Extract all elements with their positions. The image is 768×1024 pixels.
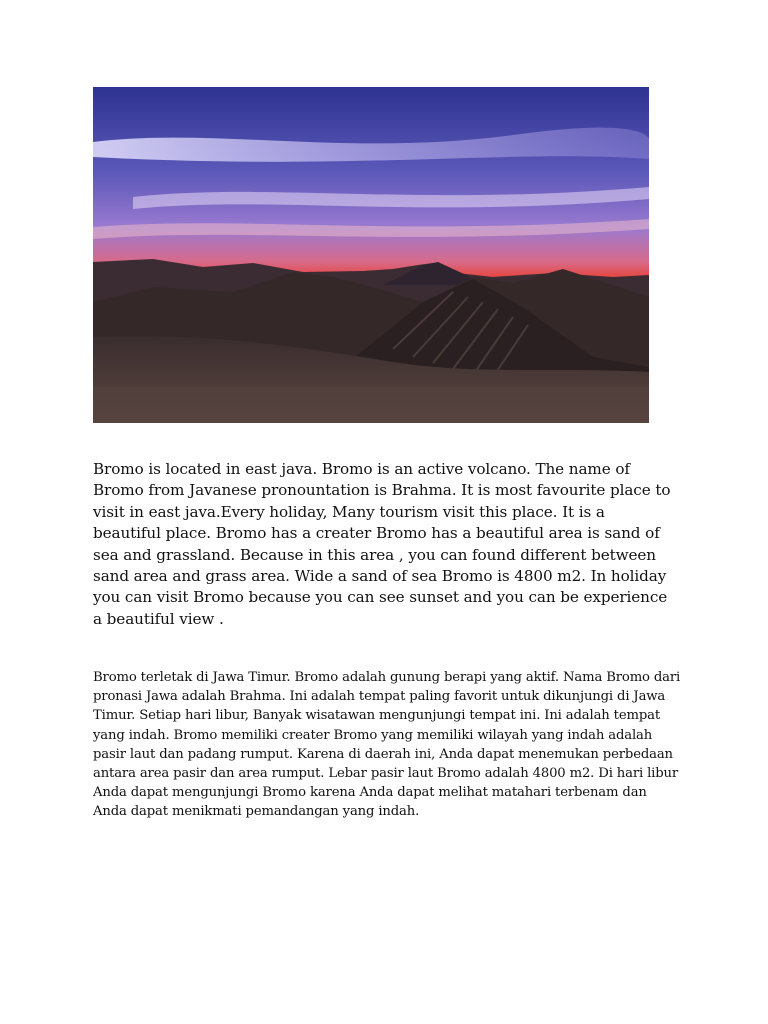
paragraph-english: Bromo is located in east java. Bromo is an active volcano. The name of Bromo from Javanese pronountation is Brahma. It is most favourite place to visit in east java.Every holiday, Many tourism visit this place. It is a beautiful place. Bromo has a creater Bromo has a beautiful area is sand of sea and grassland. Because in this area , you can found different between sand area and grass area. Wide a sand of sea Bromo is 4800 m2. In holiday you can visit Bromo because you can see sunset and you can be experience a beautiful view . — [93, 460, 671, 628]
foreground — [93, 387, 649, 423]
volcano-photo — [93, 87, 649, 423]
volcano-landscape-image — [93, 87, 649, 423]
paragraph-indonesian: Bromo terletak di Jawa Timur. Bromo adalah gunung berapi yang aktif. Nama Bromo dari pronasi Jawa adalah Brahma. Ini adalah tempat paling favorit untuk dikunjungi di Jawa Timur. Setiap hari libur, Banyak wisatawan mengunjungi tempat ini. Ini adalah tempat yang indah. Bromo memiliki creater Bromo yang memiliki wilayah yang indah adalah pasir laut dan padang rumput. Karena di daerah ini, Anda dapat menemukan perbedaan antara area pasir dan area rumput. Lebar pasir laut Bromo adalah 4800 m2. Di hari libur Anda dapat mengunjungi Bromo karena Anda dapat melihat matahari terbenam dan Anda dapat menikmati pemandangan yang indah. — [93, 670, 681, 820]
